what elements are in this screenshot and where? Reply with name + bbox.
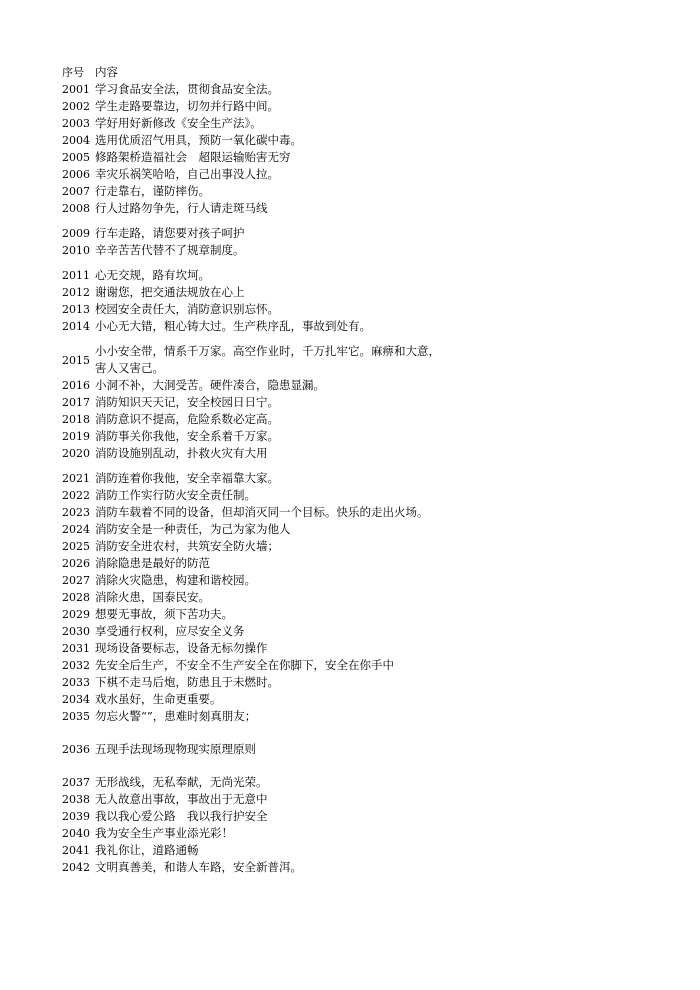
item-number: 2009	[62, 227, 90, 240]
item-text: 消防连着你我他，安全幸福靠大家。	[95, 471, 279, 485]
list-item	[62, 708, 462, 725]
item-text: 消防安全是一种责任，为己为家为他人	[95, 522, 291, 536]
item-text: 无形战线，无私奉献，无尚光荣。	[95, 775, 268, 789]
item-number: 2040	[62, 827, 90, 840]
item-number: 2031	[62, 642, 90, 655]
item-text: 小心无大错，粗心铸大过。生产秩序乱，事故到处有。	[95, 319, 371, 333]
document-body	[62, 64, 462, 876]
item-number: 2032	[62, 659, 90, 672]
item-number: 2025	[62, 540, 90, 553]
list-item	[62, 343, 462, 377]
list-item	[62, 606, 462, 623]
item-number: 2023	[62, 506, 90, 519]
item-text: 消除隐患是最好的防范	[95, 556, 210, 570]
item-number: 2002	[62, 100, 90, 113]
item-number: 2005	[62, 151, 90, 164]
item-number: 2018	[62, 413, 90, 426]
item-text: 修路架桥造福社会 超限运输贻害无穷	[95, 150, 291, 164]
list-item	[62, 842, 462, 859]
item-number: 2035	[62, 710, 90, 723]
item-text: 小小安全带，情系千万家。高空作业时，千万扎牢它。麻痹和大意，害人又害己。	[95, 344, 440, 375]
item-text: 我为安全生产事业添光彩！	[95, 826, 233, 840]
item-text: 先安全后生产，不安全不生产安全在你脚下，安全在你手中	[95, 658, 394, 672]
list-item	[62, 691, 462, 708]
list-item	[62, 572, 462, 589]
item-number: 2028	[62, 591, 90, 604]
list-item	[62, 394, 462, 411]
item-text: 消防意识不提高，危险系数必定高。	[95, 412, 279, 426]
item-number: 2012	[62, 286, 90, 299]
item-text: 消防安全进农村，共筑安全防火墙；	[95, 539, 279, 553]
list-item	[62, 657, 462, 674]
item-text: 行走靠右，谨防摔伤。	[95, 184, 210, 198]
item-text: 下棋不走马后炮，防患且于未燃时。	[95, 675, 279, 689]
item-number: 2014	[62, 320, 90, 333]
list-item	[62, 487, 462, 504]
list-item	[62, 301, 462, 318]
item-text: 心无交规，路有坎坷。	[95, 268, 210, 282]
item-number: 2037	[62, 776, 90, 789]
list-item	[62, 674, 462, 691]
item-number: 2020	[62, 447, 90, 460]
item-text: 五现手法现场现物现实原理原则	[95, 742, 256, 756]
list-item	[62, 825, 462, 842]
item-text: 消防设施别乱动，扑救火灾有大用	[95, 446, 268, 460]
item-text: 想要无事故，须下苦功夫。	[95, 607, 233, 621]
item-number: 2016	[62, 379, 90, 392]
item-number: 2011	[62, 269, 90, 282]
item-text: 消除火患，国泰民安。	[95, 590, 210, 604]
list-item	[62, 538, 462, 555]
list-item	[62, 589, 462, 606]
item-number: 2034	[62, 693, 90, 706]
item-number: 2027	[62, 574, 90, 587]
item-number: 2001	[62, 83, 90, 96]
item-number: 2007	[62, 185, 90, 198]
list-item	[62, 774, 462, 791]
item-text: 戏水虽好，生命更重要。	[95, 692, 222, 706]
item-text: 学好用好新修改《安全生产法》。	[95, 116, 262, 130]
list-item	[62, 377, 462, 394]
list-item	[62, 183, 462, 200]
item-number: 2024	[62, 523, 90, 536]
item-text: 消防工作实行防火安全责任制。	[95, 488, 256, 502]
item-number: 2019	[62, 430, 90, 443]
list-item	[62, 808, 462, 825]
list-item	[62, 623, 462, 640]
header-content: 内容	[95, 65, 118, 79]
item-text: 消防事关你我他，安全系着千万家。	[95, 429, 279, 443]
item-number: 2038	[62, 793, 90, 806]
item-number: 2022	[62, 489, 90, 502]
item-text: 勿忘火警“”，患难时刻真朋友；	[95, 709, 257, 723]
item-text: 享受通行权利，应尽安全义务	[95, 624, 245, 638]
item-number: 2010	[62, 244, 90, 257]
item-text: 文明真善美，和谐人车路，安全新普洱。	[95, 860, 302, 874]
list-item	[62, 318, 462, 335]
item-number: 2021	[62, 472, 90, 485]
item-number: 2030	[62, 625, 90, 638]
item-number: 2042	[62, 861, 90, 874]
header-number: 序号	[62, 66, 84, 79]
item-text: 谢谢您，把交通法规放在心上	[95, 285, 245, 299]
item-text: 选用优质沼气用具，预防一氧化碳中毒。	[95, 133, 302, 147]
list-item	[62, 166, 462, 183]
list-item	[62, 81, 462, 98]
list-item	[62, 284, 462, 301]
list-item	[62, 555, 462, 572]
list-item	[62, 267, 462, 284]
item-text: 消防知识天天记，安全校园日日宁。	[95, 395, 279, 409]
item-number: 2013	[62, 303, 90, 316]
item-text: 辛辛苦苦代替不了规章制度。	[95, 243, 245, 257]
item-text: 无人故意出事故，事故出于无意中	[95, 792, 268, 806]
row-list	[62, 81, 462, 876]
item-text: 幸灾乐祸笑哈哈，自己出事没人拉。	[95, 167, 279, 181]
item-text: 行车走路，请您要对孩子呵护	[95, 226, 245, 240]
list-item	[62, 859, 462, 876]
item-text: 我礼你让，道路通畅	[95, 843, 199, 857]
item-number: 2008	[62, 202, 90, 215]
item-number: 2003	[62, 117, 90, 130]
list-item	[62, 411, 462, 428]
list-item	[62, 640, 462, 657]
table-header	[62, 64, 462, 81]
item-text: 小洞不补，大洞受苦。硬件凑合，隐患显漏。	[95, 378, 325, 392]
item-number: 2033	[62, 676, 90, 689]
item-text: 现场设备要标志，设备无标勿操作	[95, 641, 268, 655]
list-item	[62, 98, 462, 115]
list-item	[62, 445, 462, 462]
item-number: 2004	[62, 134, 90, 147]
list-item	[62, 741, 462, 758]
item-text: 学生走路要靠边，切勿并行路中间。	[95, 99, 279, 113]
list-item	[62, 149, 462, 166]
item-number: 2041	[62, 844, 90, 857]
item-number: 2017	[62, 396, 90, 409]
item-text: 学习食品安全法，贯彻食品安全法。	[95, 82, 279, 96]
item-number: 2029	[62, 608, 90, 621]
item-number: 2015	[62, 353, 90, 367]
list-item	[62, 132, 462, 149]
list-item	[62, 504, 462, 521]
item-number: 2026	[62, 557, 90, 570]
item-text: 我以我心爱公路 我以我行护安全	[95, 809, 268, 823]
item-number: 2006	[62, 168, 90, 181]
list-item	[62, 242, 462, 259]
item-number: 2036	[62, 743, 90, 756]
list-item	[62, 115, 462, 132]
list-item	[62, 428, 462, 445]
list-item	[62, 200, 462, 217]
item-text: 校园安全责任大，消防意识别忘怀。	[95, 302, 279, 316]
item-text: 消防车载着不同的设备，但却消灭同一个目标。快乐的走出火场。	[95, 505, 429, 519]
item-number: 2039	[62, 810, 90, 823]
item-text: 行人过路勿争先，行人请走斑马线	[95, 201, 268, 215]
list-item	[62, 521, 462, 538]
list-item	[62, 470, 462, 487]
item-text: 消除火灾隐患，构建和谐校园。	[95, 573, 256, 587]
list-item	[62, 791, 462, 808]
list-item	[62, 225, 462, 242]
